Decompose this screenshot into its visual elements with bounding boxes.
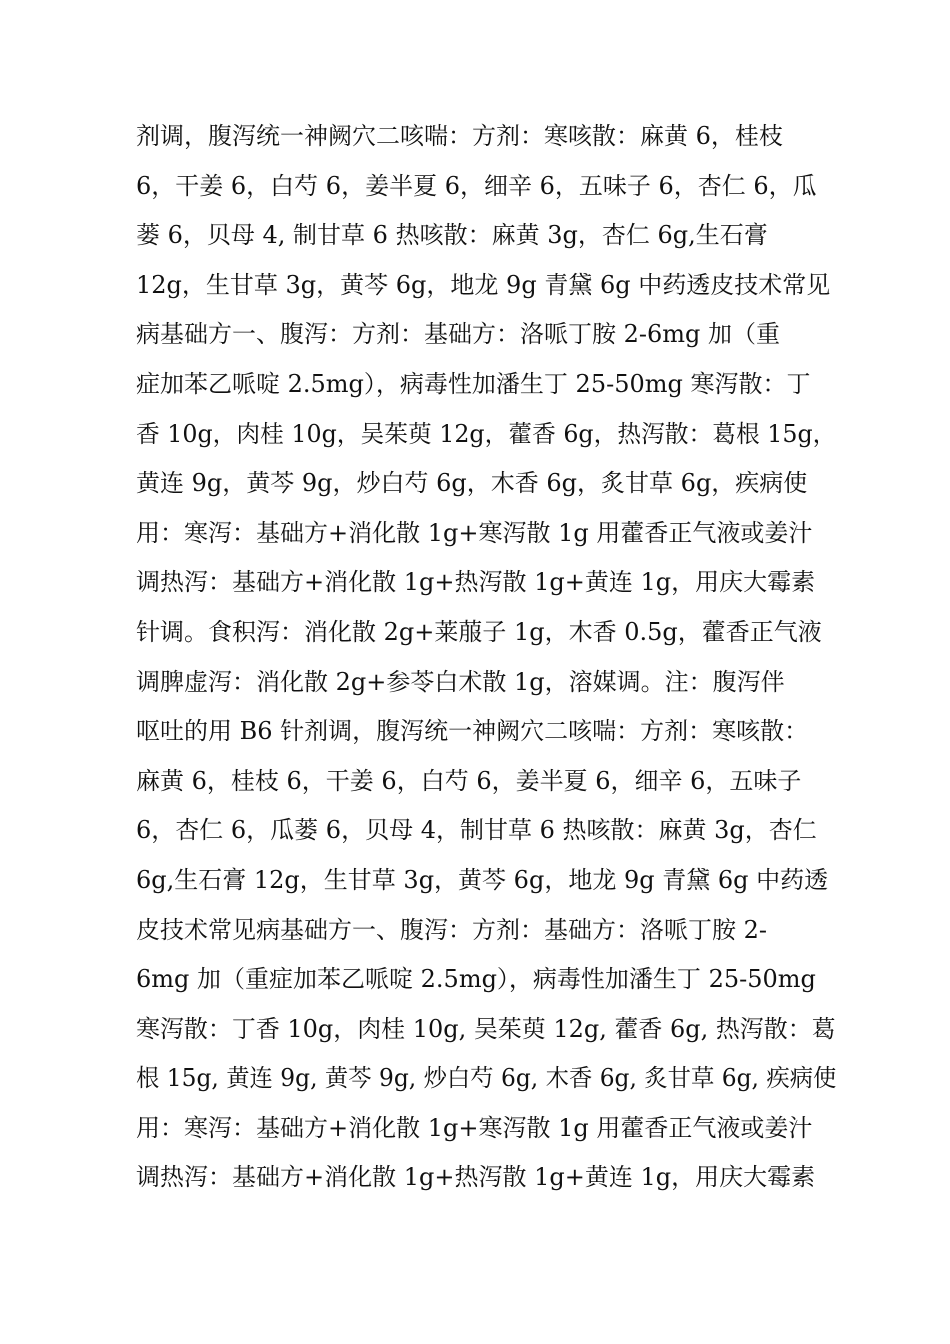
text-line: 6，干姜 6，白芍 6，姜半夏 6，细辛 6，五味子 6，杏仁 6，瓜 (136, 171, 817, 200)
text-line: 蒌 6，贝母 4, 制甘草 6 热咳散：麻黄 3g，杏仁 6g,生石膏 (136, 221, 768, 250)
body-text (136, 112, 836, 1203)
text-line: 6，杏仁 6，瓜蒌 6，贝母 4，制甘草 6 热咳散：麻黄 3g，杏仁 (136, 816, 817, 845)
text-line: 调热泻：基础方+消化散 1g+热泻散 1g+黄连 1g，用庆大霉素 (136, 568, 816, 597)
text-line: 病基础方一、腹泻：方剂：基础方：洛哌丁胺 2-6mg 加（重 (136, 320, 781, 349)
text-line: 针调。食积泻：消化散 2g+莱菔子 1g，木香 0.5g，藿香正气液 (136, 617, 822, 646)
text-line: 黄连 9g，黄芩 9g，炒白芍 6g，木香 6g，炙甘草 6g，疾病使 (136, 469, 808, 498)
text-line: 调脾虚泻：消化散 2g+参苓白术散 1g，溶媒调。注：腹泻伴 (136, 667, 785, 696)
text-line: 12g，生甘草 3g，黄芩 6g，地龙 9g 青黛 6g 中药透皮技术常见 (136, 270, 831, 299)
text-line: 用：寒泻：基础方+消化散 1g+寒泻散 1g 用藿香正气液或姜汁 (136, 1113, 813, 1142)
text-line: 寒泻散：丁香 10g，肉桂 10g, 吴茱萸 12g, 藿香 6g, 热泻散：葛 (136, 1014, 836, 1043)
text-line: 用：寒泻：基础方+消化散 1g+寒泻散 1g 用藿香正气液或姜汁 (136, 518, 813, 547)
text-line: 6g,生石膏 12g，生甘草 3g，黄芩 6g，地龙 9g 青黛 6g 中药透 (136, 865, 829, 894)
text-line: 根 15g, 黄连 9g, 黄芩 9g, 炒白芍 6g, 木香 6g, 炙甘草 6g, 疾病使 (136, 1064, 837, 1093)
text-line: 6mg 加（重症加苯乙哌啶 2.5mg），病毒性加潘生丁 25-50mg (136, 965, 816, 994)
text-line: 皮技术常见病基础方一、腹泻：方剂：基础方：洛哌丁胺 2- (136, 915, 768, 944)
text-line: 麻黄 6，桂枝 6，干姜 6，白芍 6，姜半夏 6，细辛 6，五味子 (136, 766, 802, 795)
text-line: 调热泻：基础方+消化散 1g+热泻散 1g+黄连 1g，用庆大霉素 (136, 1163, 816, 1192)
text-line: 香 10g，肉桂 10g，吴茱萸 12g，藿香 6g，热泻散：葛根 15g， (136, 419, 837, 448)
text-line: 症加苯乙哌啶 2.5mg），病毒性加潘生丁 25-50mg 寒泻散：丁 (136, 369, 811, 398)
text-line: 呕吐的用 B6 针剂调，腹泻统一神阙穴二咳喘：方剂：寒咳散： (136, 717, 809, 746)
text-line: 剂调，腹泻统一神阙穴二咳喘：方剂：寒咳散：麻黄 6，桂枝 (136, 122, 783, 150)
